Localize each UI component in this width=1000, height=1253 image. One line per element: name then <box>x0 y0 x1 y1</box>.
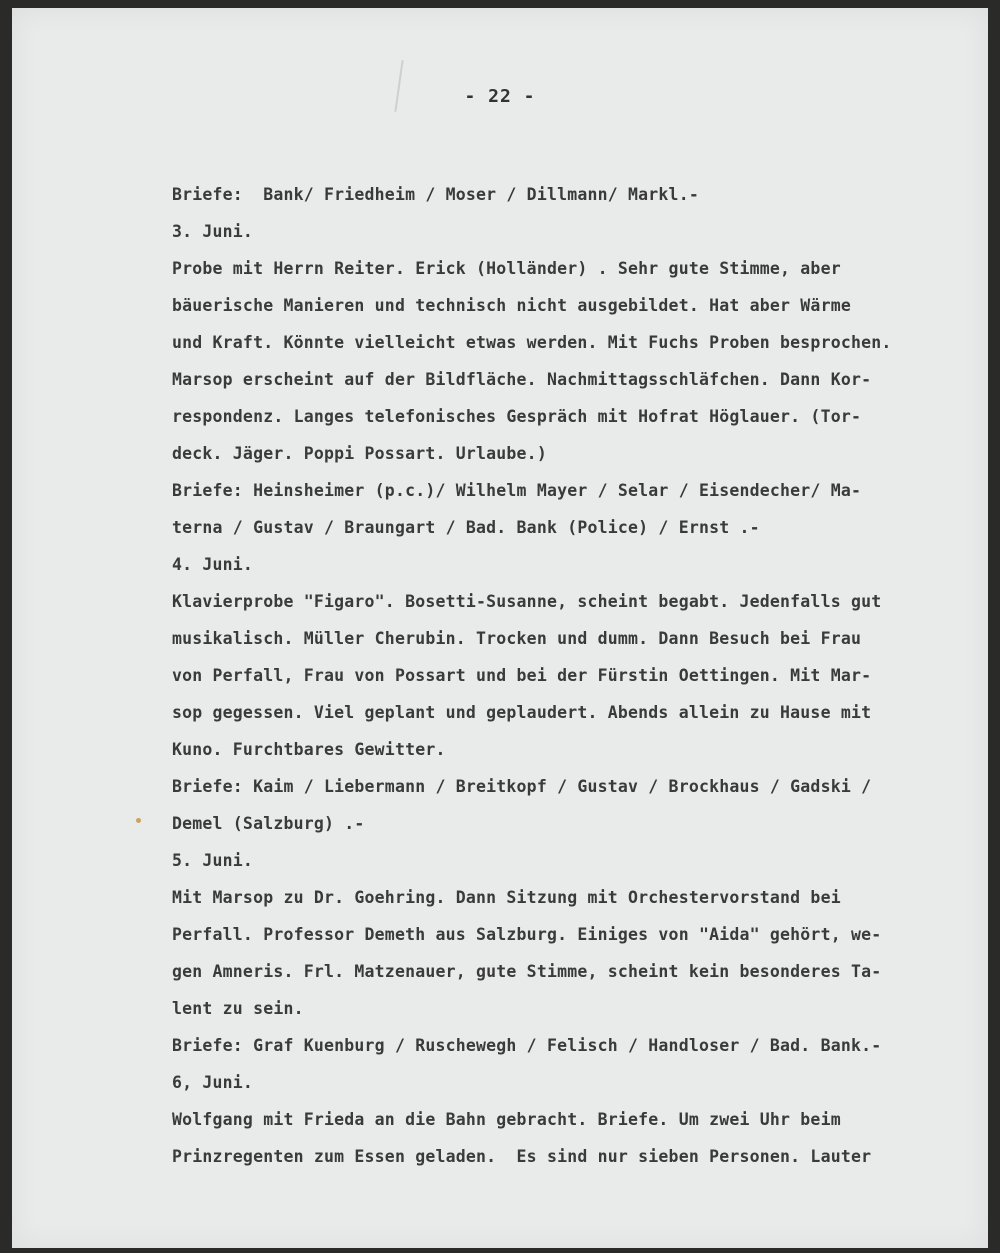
text-line: Briefe: Kaim / Liebermann / Breitkopf / Gustav / Brockhaus / Gadski / <box>172 777 872 796</box>
text-line: Probe mit Herrn Reiter. Erick (Holländer) . Sehr gute Stimme, aber <box>172 259 841 278</box>
page-number: - 22 - <box>464 86 536 107</box>
text-line: 6, Juni. <box>172 1073 254 1092</box>
text-line: Briefe: Heinsheimer (p.c.)/ Wilhelm Mayer / Selar / Eisendecher/ Ma- <box>172 481 862 500</box>
text-line: Wolfgang mit Frieda an die Bahn gebracht. Briefe. Um zwei Uhr beim <box>172 1110 841 1129</box>
paper-stain <box>136 818 141 823</box>
text-line: 4. Juni. <box>172 555 254 574</box>
text-line: terna / Gustav / Braungart / Bad. Bank (Police) / Ernst .- <box>172 518 760 537</box>
document-page <box>12 8 988 1248</box>
text-line: Briefe: Graf Kuenburg / Ruschewegh / Felisch / Handloser / Bad. Bank.- <box>172 1036 882 1055</box>
text-line: Marsop erscheint auf der Bildfläche. Nachmittagsschläfchen. Dann Kor- <box>172 370 872 389</box>
text-line: Prinzregenten zum Essen geladen. Es sind nur sieben Personen. Lauter <box>172 1147 872 1166</box>
text-line: respondenz. Langes telefonisches Gespräch mit Hofrat Höglauer. (Tor- <box>172 407 862 426</box>
text-line: 5. Juni. <box>172 851 254 870</box>
text-line: Klavierprobe "Figaro". Bosetti-Susanne, scheint begabt. Jedenfalls gut <box>172 592 882 611</box>
text-line: 3. Juni. <box>172 222 254 241</box>
text-line: gen Amneris. Frl. Matzenauer, gute Stimme, scheint kein besonderes Ta- <box>172 962 882 981</box>
text-line: lent zu sein. <box>172 999 304 1018</box>
text-line: bäuerische Manieren und technisch nicht ausgebildet. Hat aber Wärme <box>172 296 851 315</box>
text-line: und Kraft. Könnte vielleicht etwas werden. Mit Fuchs Proben besprochen. <box>172 333 892 352</box>
text-line: deck. Jäger. Poppi Possart. Urlaube.) <box>172 444 547 463</box>
text-line: Mit Marsop zu Dr. Goehring. Dann Sitzung mit Orchestervorstand bei <box>172 888 841 907</box>
text-line: von Perfall, Frau von Possart und bei der Fürstin Oettingen. Mit Mar- <box>172 666 872 685</box>
text-line: Briefe: Bank/ Friedheim / Moser / Dillmann/ Markl.- <box>172 185 699 204</box>
text-line: Demel (Salzburg) .- <box>172 814 365 833</box>
text-line: Kuno. Furchtbares Gewitter. <box>172 740 446 759</box>
text-line: musikalisch. Müller Cherubin. Trocken und dumm. Dann Besuch bei Frau <box>172 629 862 648</box>
text-line: Perfall. Professor Demeth aus Salzburg. Einiges von "Aida" gehört, we- <box>172 925 882 944</box>
text-line: sop gegessen. Viel geplant und geplaudert. Abends allein zu Hause mit <box>172 703 872 722</box>
typed-text-body <box>172 176 972 1175</box>
